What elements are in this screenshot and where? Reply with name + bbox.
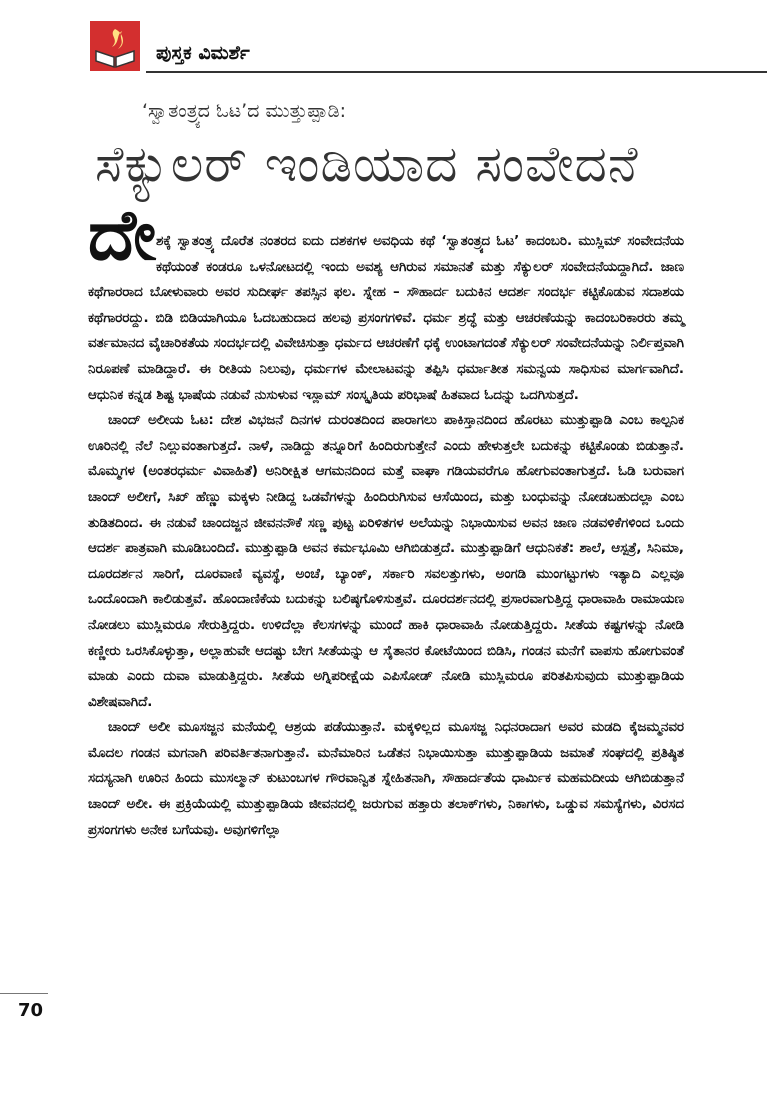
- page-number: 70: [18, 1000, 44, 1021]
- subheading-chand-ali: ಚಾಂದ್ ಅಲೀಯ ಓಟ:: [108, 413, 214, 429]
- article-kicker: ‘ಸ್ವಾತಂತ್ರ್ಯದ ಓಟ’ದ ಮುತ್ತುಪ್ಪಾಡಿ:: [142, 100, 347, 122]
- drop-cap: ದೇ: [88, 194, 157, 276]
- footer-divider: [0, 993, 48, 994]
- paragraph-2: [88, 408, 684, 715]
- header-divider: [146, 71, 767, 73]
- paragraph-3-text: ಚಾಂದ್ ಅಲೀ ಮೂಸಜ್ಜನ ಮನೆಯಲ್ಲಿ ಆಶ್ರಯ ಪಡೆಯುತ್ತಾನೆ. ಮಕ್ಕಳಿಲ್ಲದ ಮೂಸಜ್ಜ ನಿಧನರಾದಾಗ ಅವರ ಮಡದಿ ಕೈಜಮ್ಮನವರ ಮೊದಲ ಗಂಡನ ಮಗನಾಗಿ ಪರಿವರ್ತಿತನಾಗುತ್ತಾನೆ. ಮನೆಮಾರಿನ ಒಡೆತನ ನಿಭಾಯಿಸುತ್ತಾ ಮುತ್ತುಪ್ಪಾಡಿಯ ಜಮಾತೆ ಸಂಘದಲ್ಲಿ ಪ್ರತಿಷ್ಠಿತ ಸದಸ್ಯನಾಗಿ ಊರಿನ ಹಿಂದು ಮುಸಲ್ಮಾನ್ ಕುಟುಂಬಗಳ ಗೌರವಾನ್ವಿತ ಸ್ನೇಹಿತನಾಗಿ, ಸೌಹಾರ್ದತೆಯ ಧಾರ್ಮಿಕ ಮಹಮದೀಯ ಆಗಿಬಿಡುತ್ತಾನೆ ಚಾಂದ್ ಅಲೀ. ಈ ಪ್ರಕ್ರಿಯೆಯಲ್ಲಿ ಮುತ್ತುಪ್ಪಾಡಿಯ ಜೀವನದಲ್ಲಿ ಜರುಗುವ ಹತ್ತಾರು ತಲಾಕ್‌ಗಳು, ನಿಕಾಗಳು, ಒಡ್ಡುವ ಸಮಸ್ಯೆಗಳು, ವಿರಸದ ಪ್ರಸಂಗಗಳು ಅನೇಕ ಬಗೆಯವು. ಅವುಗಳಿಗೆಲ್ಲಾ: [88, 720, 684, 838]
- drop-cap-space: [88, 229, 156, 277]
- article-body: [88, 229, 684, 843]
- paragraph-1: [88, 229, 684, 408]
- book-flame-icon: [90, 21, 140, 71]
- article-headline: ಸೆಕ್ಯುಲರ್ ಇಂಡಿಯಾದ ಸಂವೇದನೆ: [95, 135, 639, 193]
- paragraph-2-text: ದೇಶ ವಿಭಜನೆ ದಿನಗಳ ದುರಂತದಿಂದ ಪಾರಾಗಲು ಪಾಕಿಸ್ತಾನದಿಂದ ಹೊರಟು ಮುತ್ತುಪ್ಪಾಡಿ ಎಂಬ ಕಾಲ್ಪನಿಕ ಊರಿನಲ್ಲಿ ನೆಲೆ ನಿಲ್ಲುವಂತಾಗುತ್ತದೆ. ನಾಳೆ, ನಾಡಿದ್ದು ತನ್ನೂರಿಗೆ ಹಿಂದಿರುಗುತ್ತೇನೆ ಎಂದು ಹೇಳುತ್ತಲೇ ಬದುಕನ್ನು ಕಟ್ಟಿಕೊಂಡು ಬಿಡುತ್ತಾನೆ. ಮೊಮ್ಮಗಳ (ಅಂತರಧರ್ಮ ವಿವಾಹಿತೆ) ಅನಿರೀಕ್ಷಿತ ಆಗಮನದಿಂದ ಮತ್ತೆ ವಾಘಾ ಗಡಿಯವರೆಗೂ ಹೋಗುವಂತಾಗುತ್ತದೆ. ಓಡಿ ಬರುವಾಗ ಚಾಂದ್ ಅಲೀಗೆ, ಸಿಖ್ ಹೆಣ್ಣು ಮಕ್ಕಳು ನೀಡಿದ್ದ ಒಡವೆಗಳನ್ನು ಹಿಂದಿರುಗಿಸುವ ಆಸೆಯಿಂದ, ಮತ್ತು ಬಂಧುವನ್ನು ನೋಡಬಹುದಲ್ಲಾ ಎಂಬ ತುಡಿತದಿಂದ. ಈ ನಡುವೆ ಚಾಂದಜ್ಜನ ಜೀವನನೌಕೆ ಸಣ್ಣ ಪುಟ್ಟ ಏರಿಳಿತಗಳ ಅಲೆಯನ್ನು ನಿಭಾಯಿಸುವ ಅವನ ಜಾಣ ನಡವಳಿಕೆಗಳಿಂದ ಒಂದು ಆದರ್ಶ ಪಾತ್ರವಾಗಿ ಮೂಡಿಬಂದಿದೆ. ಮುತ್ತುಪ್ಪಾಡಿ ಅವನ ಕರ್ಮಭೂಮಿ ಆಗಿಬಿಡುತ್ತದೆ. ಮುತ್ತುಪ್ಪಾಡಿಗೆ ಆಧುನಿಕತೆ: ಶಾಲೆ, ಆಸ್ಪತ್ರೆ, ಸಿನಿಮಾ, ದೂರದರ್ಶನ ಸಾರಿಗೆ, ದೂರವಾಣಿ ವ್ಯವಸ್ಥೆ, ಅಂಚೆ, ಬ್ಯಾಂಕ್, ಸರ್ಕಾರಿ ಸವಲತ್ತುಗಳು, ಅಂಗಡಿ ಮುಂಗಟ್ಟುಗಳು ಇತ್ಯಾದಿ ಎಲ್ಲವೂ ಒಂದೊಂದಾಗಿ ಕಾಲಿಡುತ್ತವೆ. ಹೊಂದಾಣಿಕೆಯ ಬದುಕನ್ನು ಬಲಿಷ್ಠಗೊಳಿಸುತ್ತವೆ. ದೂರದರ್ಶನದಲ್ಲಿ ಪ್ರಸಾರವಾಗುತ್ತಿದ್ದ ಧಾರಾವಾಹಿ ರಾಮಾಯಣ ನೋಡಲು ಮುಸ್ಲಿಮರೂ ಸೇರುತ್ತಿದ್ದರು. ಉಳಿದೆಲ್ಲಾ ಕೆಲಸಗಳನ್ನು ಮುಂದೆ ಹಾಕಿ ಧಾರಾವಾಹಿ ನೋಡುತ್ತಿದ್ದರು. ಸೀತೆಯ ಕಷ್ಟಗಳನ್ನು ನೋಡಿ ಕಣ್ಣೀರು ಒರಸಿಕೊಳ್ಳುತ್ತಾ, ಅಲ್ಲಾಹುವೇ ಆದಷ್ಟು ಬೇಗ ಸೀತೆಯನ್ನು ಆ ಸೈತಾನರ ಕೋಟೆಯಿಂದ ಬಿಡಿಸಿ, ಗಂಡನ ಮನೆಗೆ ವಾಪಸು ಹೋಗುವಂತೆ ಮಾಡು ಎಂದು ದುವಾ ಮಾಡುತ್ತಿದ್ದರು. ಸೀತೆಯ ಅಗ್ನಿಪರೀಕ್ಷೆಯ ಎಪಿಸೋಡ್ ನೋಡಿ ಮುಸ್ಲಿಮರೂ ಪರಿತಪಿಸುವುದು ಮುತ್ತುಪ್ಪಾಡಿಯ ವಿಶೇಷವಾಗಿದೆ.: [88, 413, 684, 710]
- paragraph-3: [88, 715, 684, 843]
- paragraph-1-text: ಶಕ್ಕೆ ಸ್ವಾತಂತ್ರ್ಯ ದೊರೆತ ನಂತರದ ಐದು ದಶಕಗಳ ಅವಧಿಯ ಕಥೆ ‘ಸ್ವಾತಂತ್ರ್ಯದ ಓಟ’ ಕಾದಂಬರಿ. ಮುಸ್ಲಿಮ್ ಸಂವೇದನೆಯ ಕಥೆಯಂತೆ ಕಂಡರೂ ಒಳನೋಟದಲ್ಲಿ ಇಂದು ಅವಶ್ಯ ಆಗಿರುವ ಸಮಾನತೆ ಮತ್ತು ಸೆಕ್ಯುಲರ್ ಸಂವೇದನೆಯದ್ದಾಗಿದೆ. ಜಾಣ ಕಥೆಗಾರರಾದ ಬೋಳುವಾರು ಅವರ ಸುದೀರ್ಘ ತಪಸ್ಸಿನ ಫಲ. ಸ್ನೇಹ – ಸೌಹಾರ್ದ ಬದುಕಿನ ಆದರ್ಶ ಸಂದರ್ಭ ಕಟ್ಟಿಕೊಡುವ ಸದಾಶಯ ಕಥೆಗಾರರದ್ದು. ಬಿಡಿ ಬಿಡಿಯಾಗಿಯೂ ಓದಬಹುದಾದ ಹಲವು ಪ್ರಸಂಗಗಳಿವೆ. ಧರ್ಮ ಶ್ರದ್ಧೆ ಮತ್ತು ಆಚರಣೆಯನ್ನು ಕಾದಂಬರಿಕಾರರು ತಮ್ಮ ವರ್ತಮಾನದ ವೈಚಾರಿಕತೆಯ ಸಂದರ್ಭದಲ್ಲಿ ವಿವೇಚಿಸುತ್ತಾ ಧರ್ಮದ ಆಚರಣೆಗೆ ಧಕ್ಕೆ ಉಂಟಾಗದಂತೆ ಸೆಕ್ಯುಲರ್ ಸಂವೇದನೆಯನ್ನು ನಿರ್ಲಿಪ್ತವಾಗಿ ನಿರೂಪಣೆ ಮಾಡಿದ್ದಾರೆ. ಈ ರೀತಿಯ ನಿಲುವು, ಧರ್ಮಗಳ ಮೇಲಾಟವನ್ನು ತಪ್ಪಿಸಿ ಧರ್ಮಾತೀತ ಸಮನ್ವಯ ಸಾಧಿಸುವ ಮಾರ್ಗವಾಗಿದೆ. ಆಧುನಿಕ ಕನ್ನಡ ಶಿಷ್ಟ ಭಾಷೆಯ ನಡುವೆ ನುಸುಳುವ ಇಸ್ಲಾಮ್ ಸಂಸ್ಕೃತಿಯ ಪರಿಭಾಷೆ ಹಿತವಾದ ಓದನ್ನು ಒದಗಿಸುತ್ತದೆ.: [88, 234, 684, 403]
- section-title: ಪುಸ್ತಕ ವಿಮರ್ಶೆ: [156, 42, 250, 64]
- section-header: [90, 15, 767, 73]
